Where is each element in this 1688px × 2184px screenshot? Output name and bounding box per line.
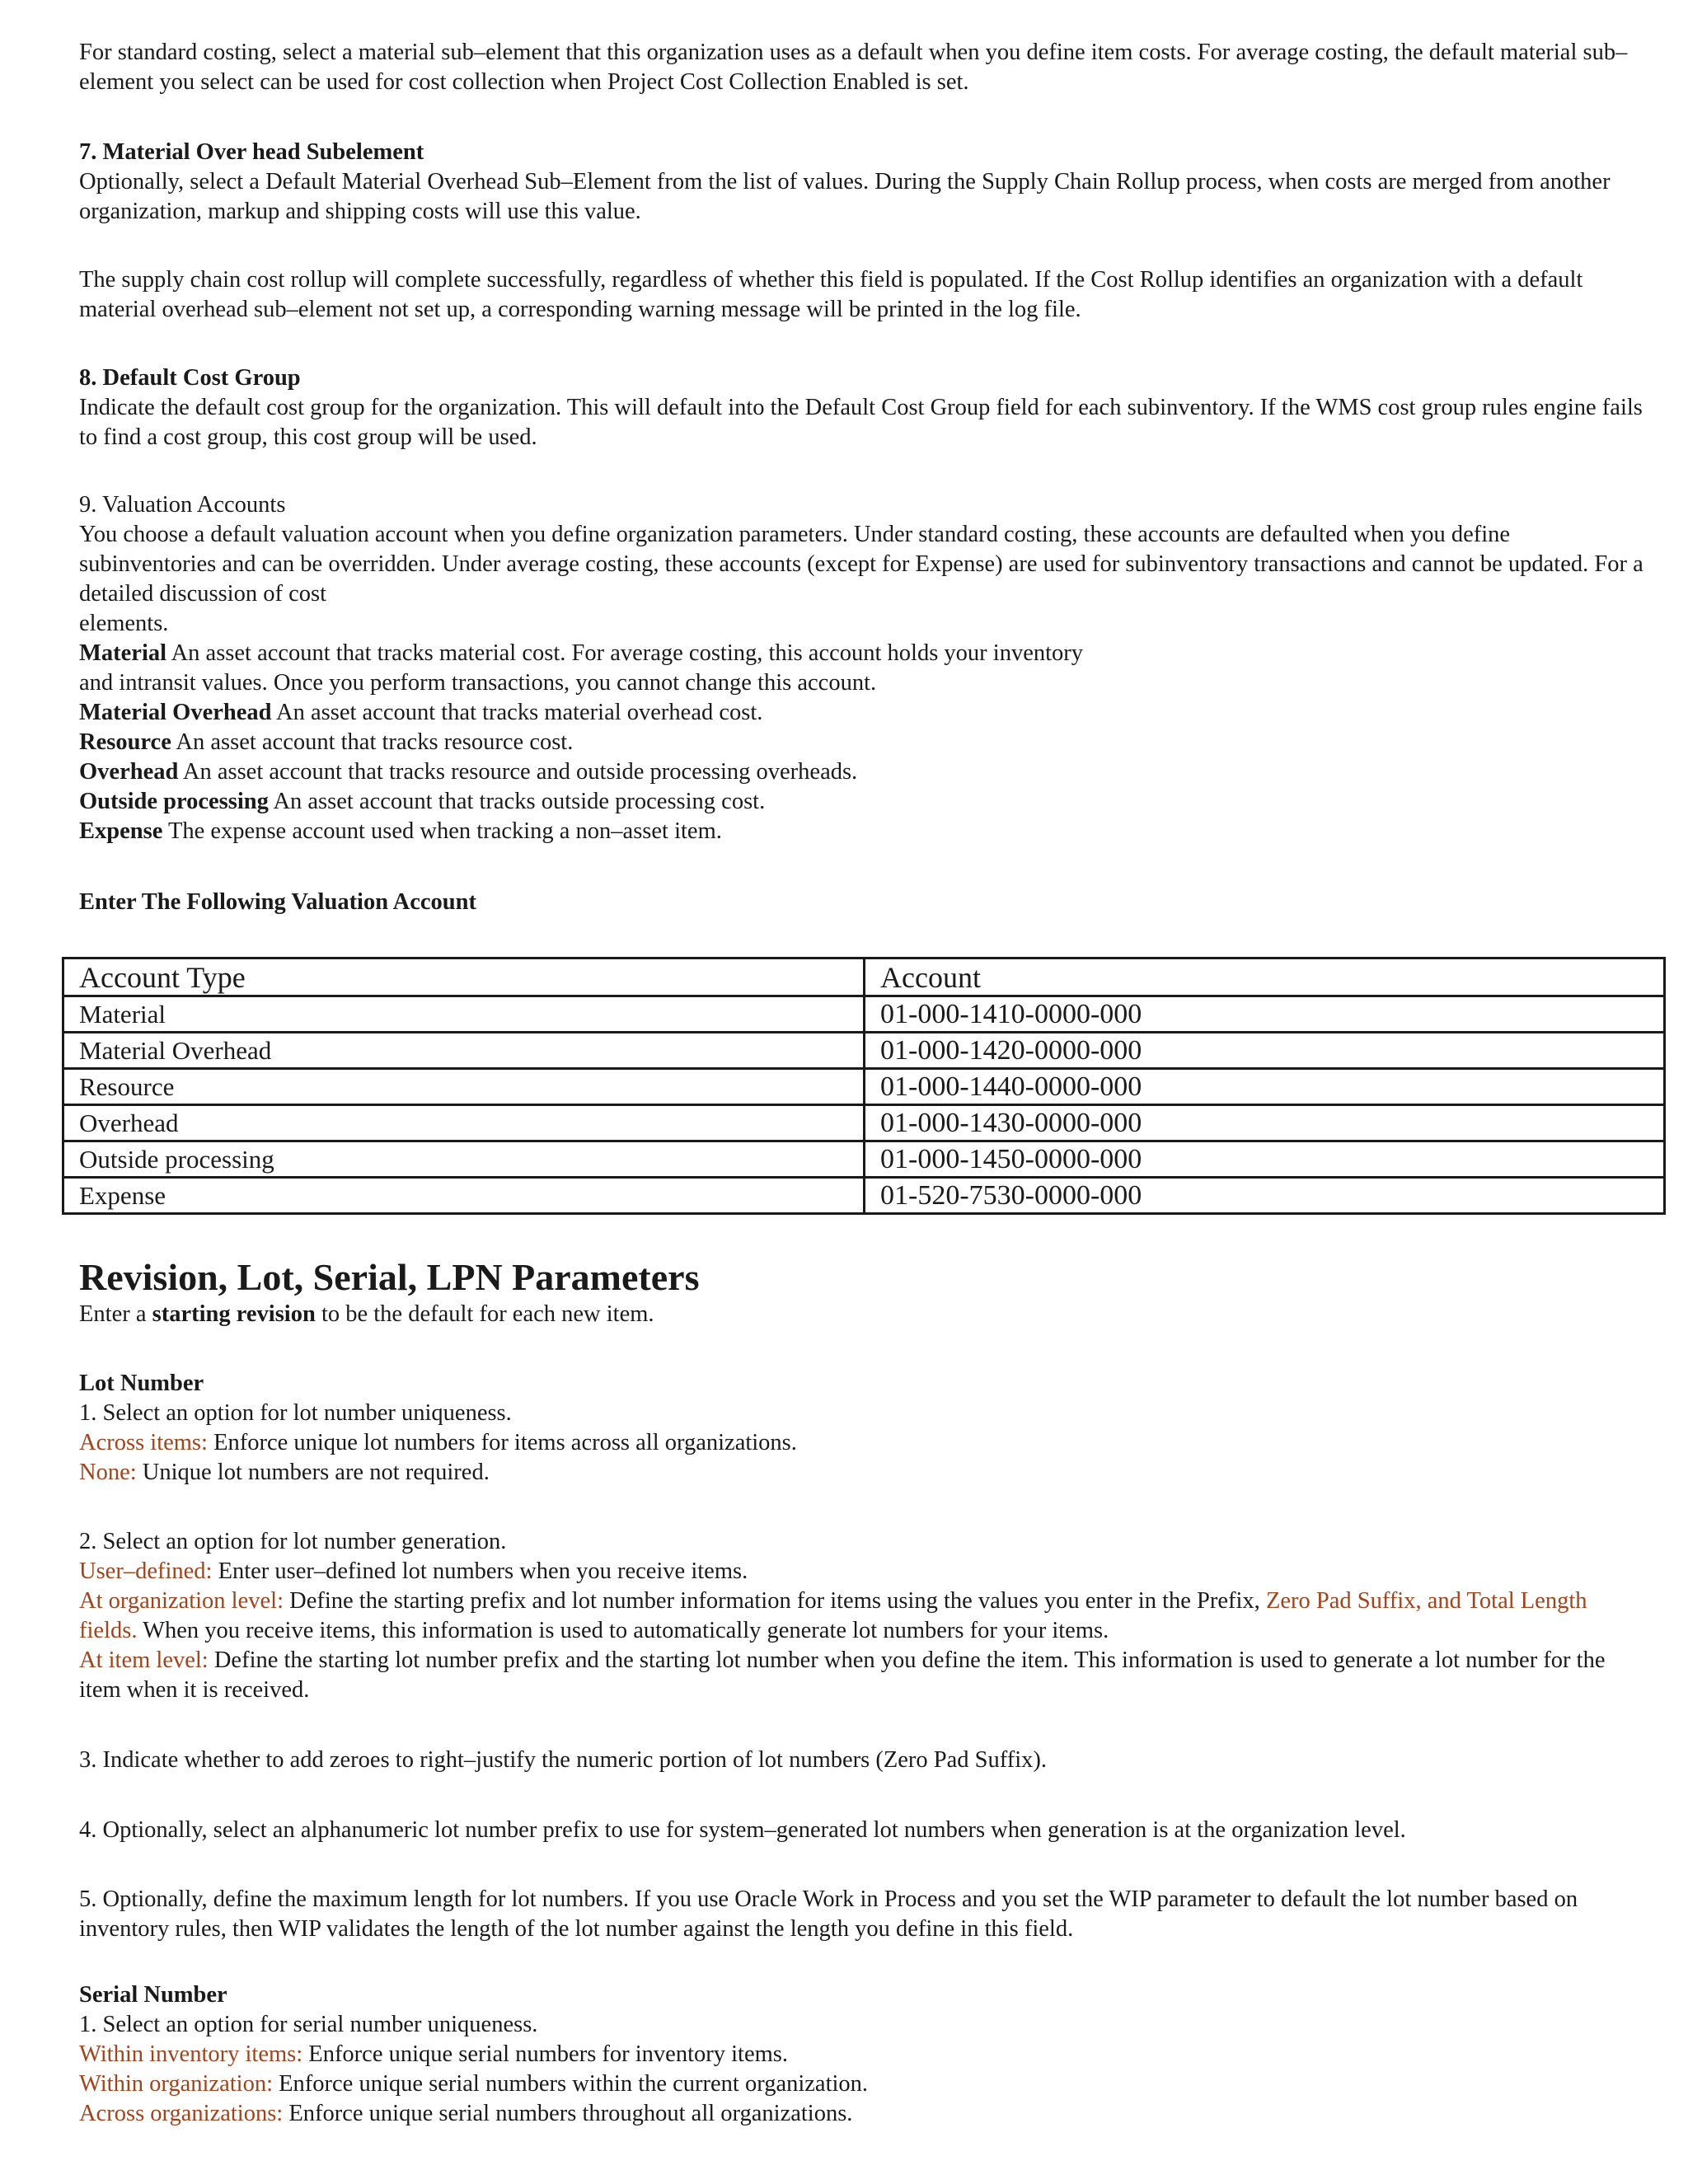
account-type-cell: Outside processing	[63, 1141, 865, 1178]
definition-resource: Resource An asset account that tracks resource cost.	[79, 729, 574, 755]
account-cell: 01-000-1420-0000-000	[865, 1033, 1665, 1069]
table-row	[63, 1033, 1665, 1069]
account-cell: 01-000-1430-0000-000	[865, 1105, 1665, 1141]
lot-question-3: 3. Indicate whether to add zeroes to right–justify the numeric portion of lot numbers (Zero Pad Suffix).	[79, 1747, 1048, 1773]
section-8-body: Indicate the default cost group for the organization. This will default into the Default Cost Group field for each subinventory. If the WMS cost group rules engine fails to find a cost group, this cost group will be used.	[79, 395, 1643, 450]
lot-number-section	[79, 1369, 1645, 1488]
serial-option-across-orgs: Across organizations: Enforce unique serial numbers throughout all organizations.	[79, 2101, 853, 2126]
lot-number-heading: Lot Number	[79, 1371, 204, 1396]
lot-question-2: 2. Select an option for lot number generation.	[79, 1529, 507, 1554]
serial-option-within-org: Within organization: Enforce unique serial numbers within the current organization.	[79, 2071, 869, 2097]
section-9-body: You choose a default valuation account when you define organization parameters. Under standard costing, these accounts are defaulted when you define subinventories and can be overridden. Under average costing, these accounts (except for Expense) are used for subinventory transactions and cannot be updated. For a detailed discussion of cost	[79, 522, 1643, 607]
standard-costing-text: For standard costing, select a material sub–element that this organization uses as a default when you define item costs. For average costing, the default material sub–element you select can be used for cost collection when Project Cost Collection Enabled is set.	[79, 40, 1628, 95]
account-type-cell: Resource	[63, 1069, 865, 1105]
lot-generation-block	[79, 1527, 1645, 1705]
revision-title: Revision, Lot, Serial, LPN Parameters	[79, 1256, 700, 1298]
account-type-cell: Material	[63, 996, 865, 1033]
table-row	[63, 1141, 1665, 1178]
lot-option-across-items: Across items: Enforce unique lot numbers for items across all organizations.	[79, 1430, 797, 1455]
account-cell: 01-000-1440-0000-000	[865, 1069, 1665, 1105]
account-type-cell: Expense	[63, 1178, 865, 1214]
definition-material-cont: and intransit values. Once you perform transactions, you cannot change this account.	[79, 670, 877, 696]
lot-question-1: 1. Select an option for lot number uniqueness.	[79, 1400, 512, 1426]
section-7	[79, 138, 1645, 227]
definition-outside-processing: Outside processing An asset account that tracks outside processing cost.	[79, 789, 766, 814]
section-9-heading: 9. Valuation Accounts	[79, 492, 286, 518]
section-8	[79, 363, 1645, 452]
section-9-body-end: elements.	[79, 611, 169, 636]
section-7-body: Optionally, select a Default Material Overhead Sub–Element from the list of values. During the Supply Chain Rollup process, when costs are merged from another organization, markup and shipping costs will use this value.	[79, 169, 1611, 224]
column-header-account: Account	[865, 958, 1665, 996]
account-cell: 01-000-1410-0000-000	[865, 996, 1665, 1033]
intro-paragraph	[79, 38, 1645, 97]
lot-question-5: 5. Optionally, define the maximum length for lot numbers. If you use Oracle Work in Process and you set the WIP parameter to default the lot number based on inventory rules, then WIP validates the length of the lot number against the length you define in this field.	[79, 1886, 1578, 1942]
revision-intro: Enter a starting revision to be the default for each new item.	[79, 1301, 654, 1327]
serial-question-1: 1. Select an option for serial number uniqueness.	[79, 2012, 538, 2037]
serial-option-within-items: Within inventory items: Enforce unique serial numbers for inventory items.	[79, 2041, 788, 2067]
account-type-cell: Overhead	[63, 1105, 865, 1141]
valuation-table-heading-block	[79, 888, 1645, 917]
definition-material-overhead: Material Overhead An asset account that tracks material overhead cost.	[79, 700, 763, 725]
table-header-row	[63, 958, 1665, 996]
lot-option-org-level: At organization level: Define the starting prefix and lot number information for items using the values you enter in the Prefix, Zero Pad Suffix, and Total Length fields. When you receive items, this information is used to automatically generate lot numbers for your items.	[79, 1588, 1587, 1643]
section-8-heading: 8. Default Cost Group	[79, 365, 301, 391]
section-7-heading: 7. Material Over head Subelement	[79, 139, 424, 165]
table-row	[63, 996, 1665, 1033]
lot-option-none: None: Unique lot numbers are not required.	[79, 1460, 490, 1485]
rollup-note-text: The supply chain cost rollup will complete successfully, regardless of whether this field is populated. If the Cost Rollup identifies an organization with a default material overhead sub–element not set up, a corresponding warning message will be printed in the log file.	[79, 267, 1583, 322]
table-row	[63, 1069, 1665, 1105]
account-cell: 01-000-1450-0000-000	[865, 1141, 1665, 1178]
lot-option-user-defined: User–defined: Enter user–defined lot numbers when you receive items.	[79, 1558, 748, 1584]
definition-expense: Expense The expense account used when tracking a non–asset item.	[79, 818, 722, 844]
section-7-note	[79, 265, 1645, 325]
lot-question-3-block	[79, 1746, 1645, 1775]
revision-section	[79, 1255, 1645, 1329]
lot-option-item-level: At item level: Define the starting lot number prefix and the starting lot number when you define the item. This information is used to generate a lot number for the item when it is received.	[79, 1647, 1606, 1703]
lot-question-4-block	[79, 1816, 1645, 1845]
serial-number-heading: Serial Number	[79, 1982, 227, 2008]
account-type-cell: Material Overhead	[63, 1033, 865, 1069]
definition-overhead: Overhead An asset account that tracks resource and outside processing overheads.	[79, 759, 858, 785]
valuation-account-table	[62, 957, 1666, 1215]
valuation-table-heading: Enter The Following Valuation Account	[79, 889, 476, 915]
lot-question-5-block	[79, 1885, 1645, 1944]
lot-question-4: 4. Optionally, select an alphanumeric lot number prefix to use for system–generated lot numbers when generation is at the organization level.	[79, 1817, 1406, 1843]
account-cell: 01-520-7530-0000-000	[865, 1178, 1665, 1214]
table-row	[63, 1105, 1665, 1141]
definition-material: Material An asset account that tracks material cost. For average costing, this account holds your inventory	[79, 640, 1084, 666]
section-9	[79, 490, 1645, 846]
table-row	[63, 1178, 1665, 1214]
column-header-account-type: Account Type	[63, 958, 865, 996]
serial-number-section	[79, 1980, 1645, 2129]
